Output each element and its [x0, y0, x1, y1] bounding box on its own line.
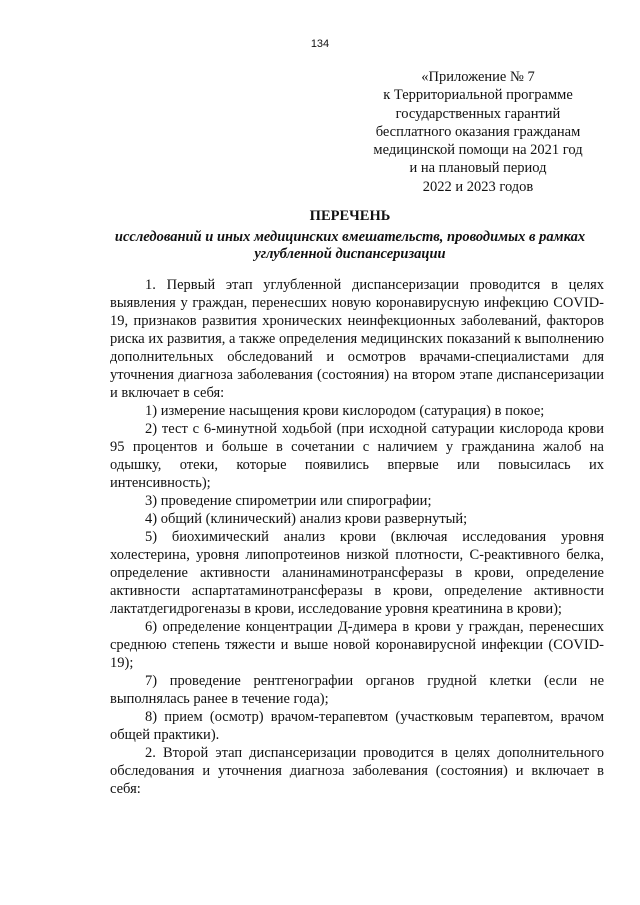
title-heading: ПЕРЕЧЕНЬ — [309, 208, 391, 224]
paragraph: 2. Второй этап диспансеризации проводится в целях дополнительного обследования и уточнения диагноза заболевания (состояния) и включает в себя: — [110, 745, 604, 797]
appendix-line: к Территориальной программе — [383, 87, 573, 104]
paragraph: 3) проведение спирометрии или спирографии; — [145, 493, 432, 509]
appendix-line: бесплатного оказания гражданам — [375, 123, 581, 140]
appendix-line: 2022 и 2023 годов — [422, 178, 534, 195]
paragraph: 7) проведение рентгенографии органов грудной клетки (если не выполнялась ранее в течение года); — [110, 673, 604, 707]
title-subtitle: исследований и иных медицинских вмешательств, проводимых в рамках углубленной диспансеризации — [114, 228, 586, 262]
appendix-line: «Приложение № 7 — [421, 69, 535, 85]
paragraph: 4) общий (клинический) анализ крови развернутый; — [145, 511, 468, 527]
appendix-line: государственных гарантий — [395, 105, 561, 122]
paragraph: 2) тест с 6-минутной ходьбой (при исходной сатурации кислорода крови 95 процентов и больше в сочетании с наличием у гражданина жалоб на одышку, отеки, которые появились впервые или повысилась их интенсивность); — [110, 421, 604, 491]
paragraph: 8) прием (осмотр) врачом-терапевтом (участковым терапевтом, врачом общей практики). — [110, 709, 604, 743]
appendix-line: и на плановый период — [409, 160, 547, 177]
paragraph: 6) определение концентрации Д-димера в крови у граждан, перенесших среднюю степень тяжести и выше новой коронавирусной инфекции (COVID-19); — [110, 619, 604, 671]
document-body — [110, 276, 604, 798]
appendix-line: медицинской помощи на 2021 год — [373, 142, 583, 159]
document-title — [96, 208, 604, 264]
paragraph: 5) биохимический анализ крови (включая исследования уровня холестерина, уровня липопротеинов низкой плотности, С-реактивного белка, определение активности аланинаминотрансферазы в крови, определение активности аспартатаминотрансферазы в крови, определение активности лактатдегидрогеназы в крови, исследование уровня креатинина в крови); — [110, 529, 604, 617]
paragraph: 1) измерение насыщения крови кислородом (сатурация) в покое; — [145, 403, 545, 419]
page-number: 134 — [310, 38, 330, 50]
paragraph: 1. Первый этап углубленной диспансеризации проводится в целях выявления у граждан, перенесших новую коронавирусную инфекцию COVID-19, признаков развития хронических неинфекционных заболеваний, факторов риска их развития, а также определения медицинских показаний к выполнению дополнительных обследований и осмотров врачами-специалистами для уточнения диагноза заболевания (состояния) на втором этапе диспансеризации и включает в себя: — [110, 277, 604, 401]
appendix-header — [352, 68, 604, 196]
